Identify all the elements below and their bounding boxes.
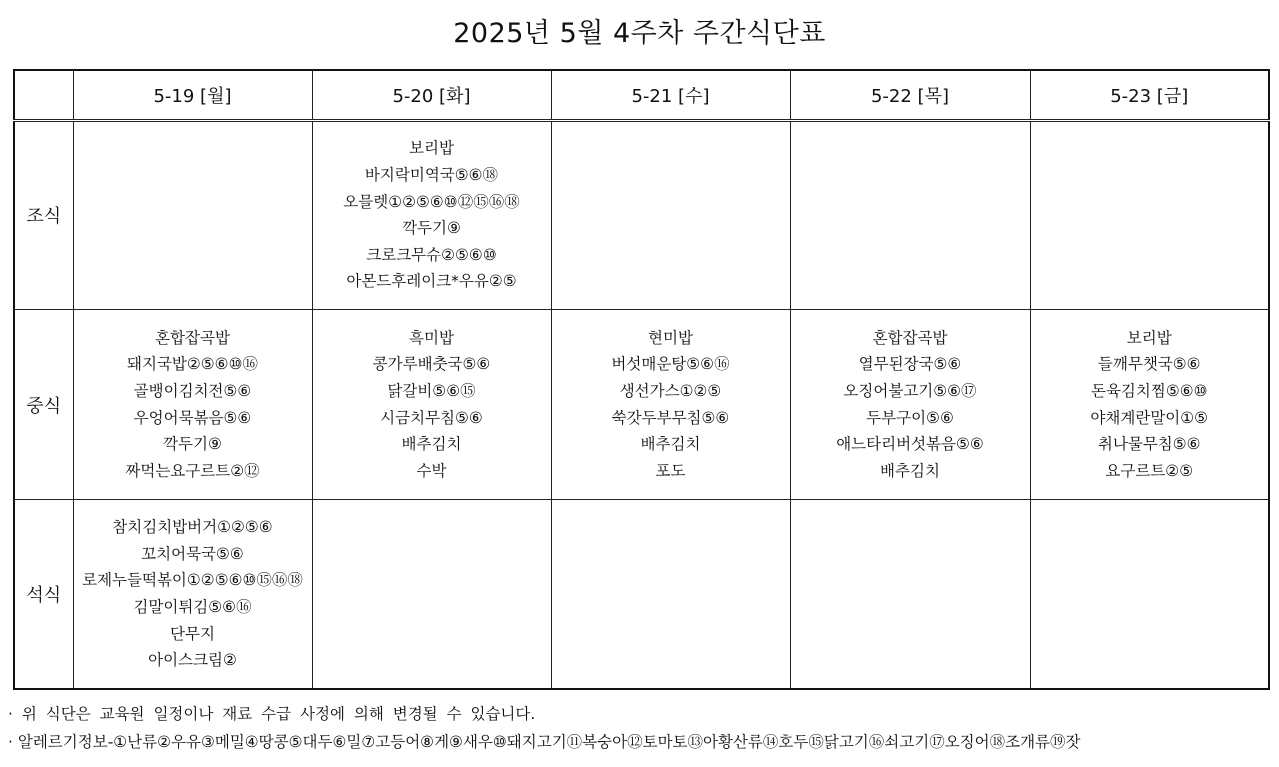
menu-item: 야채계란말이①⑤: [1090, 408, 1209, 427]
weekly-menu-table: [13, 69, 1270, 690]
menu-cell: [551, 500, 790, 689]
menu-item: 혼합잡곡밥: [872, 328, 948, 347]
menu-item: 깍두기⑨: [402, 219, 461, 238]
menu-cell: [790, 500, 1030, 689]
menu-cell: [551, 120, 790, 309]
menu-item: 포도: [655, 461, 686, 480]
menu-item: 보리밥: [409, 139, 454, 158]
menu-item: 김말이튀김⑤⑥⑯: [133, 598, 252, 617]
footnotes: [8, 700, 1273, 756]
change-notice: · 위 식단은 교육원 일정이나 재료 수급 사정에 의해 변경될 수 있습니다.: [8, 705, 536, 723]
day-header-row: [14, 70, 1269, 120]
day-header-tue: 5-20 [화]: [312, 70, 551, 120]
menu-item: 닭갈비⑤⑥⑮: [387, 381, 476, 400]
menu-item: 애느타리버섯볶음⑤⑥: [836, 435, 984, 454]
menu-item: 크로크무슈②⑤⑥⑩: [366, 245, 497, 264]
menu-item: 시금치무침⑤⑥: [380, 408, 483, 427]
menu-cell: [312, 309, 551, 499]
menu-item: 열무된장국⑤⑥: [858, 355, 962, 374]
page-title: 2025년 5월 4주차 주간식단표: [453, 18, 826, 49]
breakfast-row: [14, 120, 1269, 309]
menu-item: 생선가스①②⑤: [619, 381, 722, 400]
menu-cell: [73, 120, 312, 309]
lunch-row: [14, 309, 1269, 499]
allergy-info: · 알레르기정보-①난류②우유③메밀④땅콩⑤대두⑥밀⑦고등어⑧게⑨새우⑩돼지고기⑪복숭아⑫토마토⑬아황산류⑭호두⑮닭고기⑯쇠고기⑰오징어⑱조개류⑲잣: [8, 733, 1081, 751]
meal-label-breakfast: 조식: [14, 120, 73, 309]
menu-cell: [551, 309, 790, 499]
menu-item: 꼬치어묵국⑤⑥: [141, 544, 244, 563]
menu-item-list: [791, 325, 1030, 485]
menu-item: 들깨무챗국⑤⑥: [1097, 355, 1201, 374]
meal-label-dinner: 석식: [14, 500, 73, 689]
menu-item: 버섯매운탕⑤⑥⑯: [611, 355, 730, 374]
menu-item: 배추김치: [640, 435, 701, 454]
menu-item: 쑥갓두부무침⑤⑥: [611, 408, 730, 427]
menu-item: 흑미밥: [409, 328, 454, 347]
corner-cell: [14, 70, 73, 120]
menu-item: 돼지국밥②⑤⑥⑩⑯: [127, 355, 258, 374]
day-header-mon: 5-19 [월]: [73, 70, 312, 120]
menu-cell: [73, 500, 312, 689]
menu-item: 오징어불고기⑤⑥⑰: [843, 381, 977, 400]
menu-item: 배추김치: [401, 435, 462, 454]
menu-item: 수박: [416, 461, 447, 480]
menu-cell: [1030, 120, 1269, 309]
menu-cell: [790, 120, 1030, 309]
dinner-row: [14, 500, 1269, 689]
day-header-fri: 5-23 [금]: [1030, 70, 1269, 120]
menu-item-list: [74, 514, 312, 674]
menu-item: 로제누들떡볶이①②⑤⑥⑩⑮⑯⑱: [82, 571, 303, 590]
menu-item: 혼합잡곡밥: [155, 328, 230, 347]
meal-label-lunch: 중식: [14, 309, 73, 499]
day-header-wed: 5-21 [수]: [551, 70, 790, 120]
menu-cell: [1030, 309, 1269, 499]
menu-cell: [1030, 500, 1269, 689]
menu-item: 돈육김치찜⑤⑥⑩: [1090, 381, 1208, 400]
menu-cell: [312, 500, 551, 689]
menu-item: 배추김치: [880, 461, 940, 480]
menu-item: 짜먹는요구르트②⑫: [125, 461, 260, 480]
menu-cell: [73, 309, 312, 499]
menu-item: 오믈렛①②⑤⑥⑩⑫⑮⑯⑱: [343, 192, 520, 211]
menu-item-list: [74, 325, 312, 485]
menu-item: 보리밥: [1126, 328, 1172, 347]
menu-item: 우엉어묵볶음⑤⑥: [133, 408, 252, 427]
menu-item: 요구르트②⑤: [1105, 461, 1194, 480]
menu-item: 콩가루배춧국⑤⑥: [372, 355, 491, 374]
menu-item-list: [313, 325, 551, 485]
menu-cell: [790, 309, 1030, 499]
menu-item: 골뱅이김치전⑤⑥: [133, 381, 252, 400]
menu-item: 두부구이⑤⑥: [866, 408, 954, 427]
menu-item: 아몬드후레이크*우유②⑤: [346, 272, 517, 291]
menu-item-list: [552, 325, 790, 485]
menu-item-list: [1031, 325, 1269, 485]
menu-item-list: [313, 135, 551, 295]
menu-item: 현미밥: [648, 328, 693, 347]
menu-item: 단무지: [170, 624, 215, 643]
menu-item: 아이스크림②: [148, 651, 237, 670]
menu-item: 참치김치밥버거①②⑤⑥: [112, 518, 273, 537]
menu-item: 바지락미역국⑤⑥⑱: [364, 166, 499, 185]
menu-item: 깍두기⑨: [163, 435, 222, 454]
menu-item: 취나물무침⑤⑥: [1097, 435, 1201, 454]
menu-cell: [312, 120, 551, 309]
day-header-thu: 5-22 [목]: [790, 70, 1030, 120]
